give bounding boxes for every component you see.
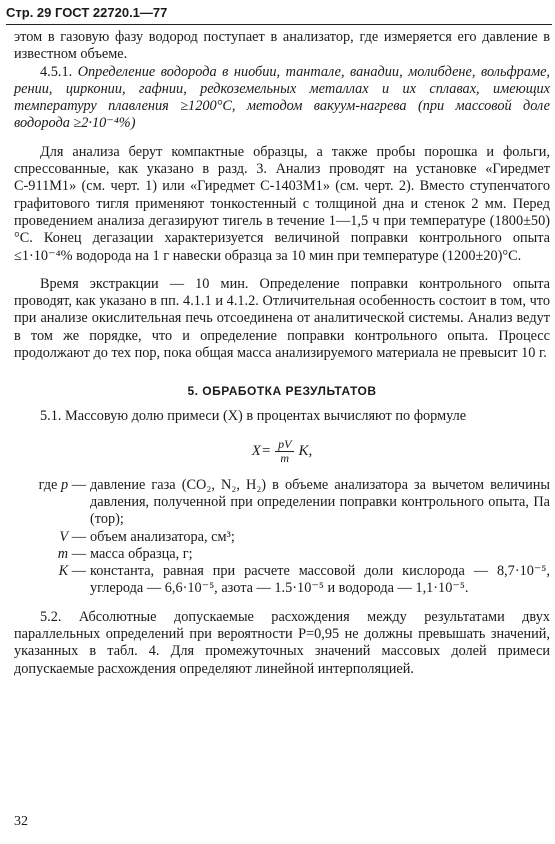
formula-lhs: X= [251,442,272,459]
clause-title: Определение водорода в ниобии, тантале, ванадии, молибдене, вольфраме, рении, цирконии, гафнии, редкоземельных металлах и их сплавах, имеющих температуру плавления ≥1200°С, методом вакуум-нагрева (при массовой доле водорода ≥2·10⁻⁴%) [14,63,550,132]
page-number: 32 [14,814,28,829]
paragraph-4-5-1 [14,64,550,133]
paragraph-analysis: Для анализа берут компактные образцы, а также пробы порошка и фольги, спрессованные, как указано в разд. 3. Анализ проводят на установке «Гиредмет С-911М1» (см. черт. 1) или «Гиредмет С-1403М1» (см. черт. 2). Вместо ступенчатого графитового тигля применяют тонкостенный с толщиной дна и стенок 2 мм. Перед проведением анализа дегазируют тигель в течение 1—1,5 ч при температуре (1800±50)°С. Конец дегазации характеризуется величиной поправки контрольного опыта ≤1·10⁻⁴% водорода на 1 г навески образца за 10 мин при температуре (1200±20)°С. [14,143,550,264]
definition-text: объем анализатора, см³; [90,528,235,545]
definition-lead: где [38,476,58,493]
formula-numerator: pV [275,438,294,452]
definition-item: K — константа, равная при расчете массовой доли кислорода — 8,7·10⁻⁵, углерода — 6,6·10⁻⁵, азота — 1.5·10⁻⁵ и водорода — 1,1·10⁻⁵. [58,563,550,597]
definition-symbol: p [60,476,69,493]
formula-rhs: K, [298,442,313,459]
definition-symbol: V [59,528,69,545]
paragraph-5-1: 5.1. Массовую долю примеси (X) в процентах вычисляют по формуле [40,408,467,425]
formula [14,438,550,465]
definition-text: давление газа (CO₂, N₂, H₂) в объеме анализатора за вычетом величины давления, полученной при определении поправки контрольного опыта, Па (тор); [90,476,550,528]
page-header: Стр. 29 ГОСТ 22720.1—77 [6,4,552,25]
definition-text: константа, равная при расчете массовой доли кислорода — 8,7·10⁻⁵, углерода — 6,6·10⁻⁵, азота — 1.5·10⁻⁵ и водорода — 1,1·10⁻⁵. [90,563,550,597]
definition-item: V — объем анализатора, см³; [14,529,550,546]
definition-text: масса образца, г; [90,545,193,562]
definition-symbol: m [57,545,69,562]
paragraph-extraction: Время экстракции — 10 мин. Определение поправки контрольного опыта проводят, как указано в пп. 4.1.1 и 4.1.2. Отличительная особенность состоит в том, что при анализе окислительная печь отсоединена от аналитической системы. Анализ ведут в том же порядке, что и определение поправки контрольного опыта. Процесс продолжают до тех пор, пока общая масса анализируемого материала не превысит 10 г. [14,275,550,362]
definition-item: где p — давление газа (CO₂, N₂, H₂) в объеме анализатора за вычетом величины давления, полученной при определении поправки контрольного опыта, Па (тор); [38,476,550,528]
formula-denominator: m [280,450,290,465]
formula-fraction [275,438,294,465]
section-heading: 5. ОБРАБОТКА РЕЗУЛЬТАТОВ [187,384,377,399]
document-body [14,29,550,678]
definition-symbol: K [58,563,69,580]
paragraph-5-2: 5.2. Абсолютные допускаемые расхождения между результатами двух параллельных определений при вероятности P=0,95 не должны превышать значений, указанных в табл. 4. Для промежуточных значений массовых долей примеси допускаемые расхождения определяют линейной интерполяцией. [14,608,550,677]
definition-item: m — масса образца, г; [14,546,550,563]
definitions-list [14,477,550,598]
paragraph-continuation: этом в газовую фазу водород поступает в анализатор, где измеряется его давление в известном объеме. [14,29,550,63]
clause-number: 4.5.1. [40,63,73,80]
